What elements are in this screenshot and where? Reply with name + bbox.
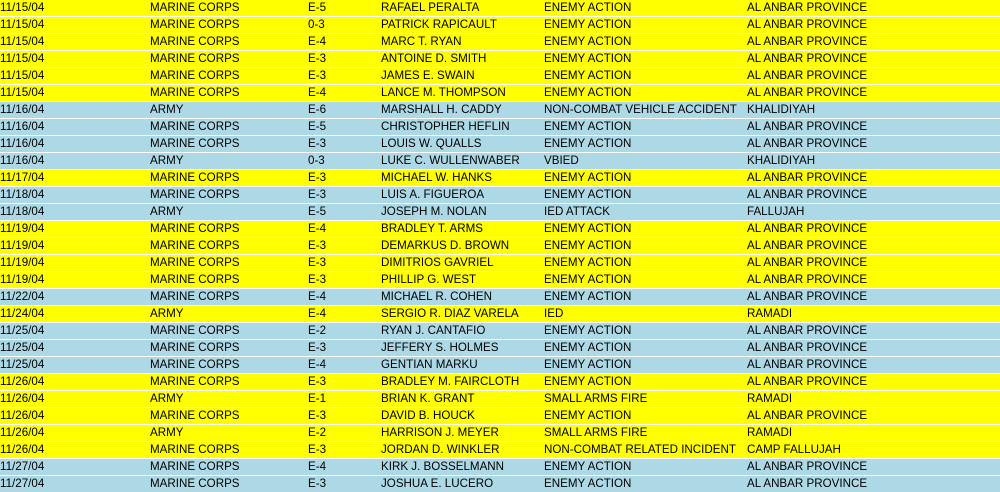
location-cell: AL ANBAR PROVINCE [747,188,868,201]
name-cell: ANTOINE D. SMITH [381,52,487,65]
date-cell: 11/19/04 [0,222,45,235]
location-cell: AL ANBAR PROVINCE [747,52,868,65]
branch-cell: MARINE CORPS [150,341,240,354]
branch-cell: ARMY [150,426,184,439]
name-cell: PATRICK RAPICAULT [381,18,497,31]
rank-cell: E-4 [308,307,327,320]
branch-cell: MARINE CORPS [150,86,240,99]
table-row [0,425,1000,442]
branch-cell: MARINE CORPS [150,188,240,201]
date-cell: 11/27/04 [0,477,45,490]
location-cell: AL ANBAR PROVINCE [747,120,868,133]
date-cell: 11/19/04 [0,256,45,269]
cause-cell: ENEMY ACTION [544,358,632,371]
table-row [0,374,1000,391]
branch-cell: MARINE CORPS [150,358,240,371]
branch-cell: MARINE CORPS [150,375,240,388]
location-cell: AL ANBAR PROVINCE [747,460,868,473]
cause-cell: ENEMY ACTION [544,477,632,490]
cause-cell: NON-COMBAT RELATED INCIDENT [544,443,736,456]
rank-cell: E-3 [308,188,327,201]
cause-cell: ENEMY ACTION [544,69,632,82]
name-cell: JAMES E. SWAIN [381,69,475,82]
cause-cell: IED [544,307,564,320]
date-cell: 11/18/04 [0,205,45,218]
name-cell: MARC T. RYAN [381,35,462,48]
table-row [0,357,1000,374]
rank-cell: E-3 [308,443,327,456]
table-row [0,187,1000,204]
branch-cell: MARINE CORPS [150,273,240,286]
name-cell: DAVID B. HOUCK [381,409,475,422]
rank-cell: E-2 [308,426,327,439]
cause-cell: ENEMY ACTION [544,35,632,48]
table-row [0,289,1000,306]
table-row [0,255,1000,272]
date-cell: 11/25/04 [0,358,45,371]
cause-cell: ENEMY ACTION [544,86,632,99]
table-row [0,85,1000,102]
name-cell: GENTIAN MARKU [381,358,478,371]
location-cell: AL ANBAR PROVINCE [747,69,868,82]
cause-cell: ENEMY ACTION [544,375,632,388]
branch-cell: ARMY [150,392,184,405]
name-cell: LUIS A. FIGUEROA [381,188,485,201]
branch-cell: ARMY [150,307,184,320]
name-cell: DEMARKUS D. BROWN [381,239,510,252]
rank-cell: 0-3 [308,154,325,167]
date-cell: 11/16/04 [0,120,45,133]
branch-cell: MARINE CORPS [150,290,240,303]
cause-cell: IED ATTACK [544,205,610,218]
table-row [0,459,1000,476]
cause-cell: VBIED [544,154,579,167]
cause-cell: ENEMY ACTION [544,188,632,201]
name-cell: RYAN J. CANTAFIO [381,324,486,337]
name-cell: RAFAEL PERALTA [381,1,480,14]
date-cell: 11/18/04 [0,188,45,201]
branch-cell: ARMY [150,154,184,167]
date-cell: 11/17/04 [0,171,45,184]
date-cell: 11/24/04 [0,307,45,320]
location-cell: AL ANBAR PROVINCE [747,35,868,48]
name-cell: HARRISON J. MEYER [381,426,499,439]
location-cell: AL ANBAR PROVINCE [747,256,868,269]
location-cell: AL ANBAR PROVINCE [747,409,868,422]
table-row [0,323,1000,340]
cause-cell: ENEMY ACTION [544,290,632,303]
rank-cell: E-4 [308,86,327,99]
cause-cell: ENEMY ACTION [544,120,632,133]
cause-cell: ENEMY ACTION [544,256,632,269]
rank-cell: E-3 [308,52,327,65]
location-cell: AL ANBAR PROVINCE [747,1,868,14]
rank-cell: E-3 [308,477,327,490]
rank-cell: E-4 [308,290,327,303]
cause-cell: ENEMY ACTION [544,18,632,31]
name-cell: BRADLEY M. FAIRCLOTH [381,375,520,388]
branch-cell: MARINE CORPS [150,171,240,184]
branch-cell: MARINE CORPS [150,137,240,150]
date-cell: 11/15/04 [0,35,45,48]
date-cell: 11/25/04 [0,324,45,337]
name-cell: MICHAEL W. HANKS [381,171,493,184]
cause-cell: ENEMY ACTION [544,341,632,354]
cause-cell: ENEMY ACTION [544,171,632,184]
table-row [0,408,1000,425]
cause-cell: SMALL ARMS FIRE [544,392,648,405]
rank-cell: E-3 [308,69,327,82]
location-cell: AL ANBAR PROVINCE [747,171,868,184]
rank-cell: E-3 [308,341,327,354]
name-cell: SERGIO R. DIAZ VARELA [381,307,519,320]
table-row [0,221,1000,238]
rank-cell: E-5 [308,1,327,14]
cause-cell: ENEMY ACTION [544,1,632,14]
table-row [0,306,1000,323]
rank-cell: E-3 [308,171,327,184]
table-row [0,102,1000,119]
table-row [0,17,1000,34]
date-cell: 11/26/04 [0,426,45,439]
rank-cell: E-3 [308,239,327,252]
branch-cell: MARINE CORPS [150,52,240,65]
table-row [0,391,1000,408]
location-cell: AL ANBAR PROVINCE [747,239,868,252]
location-cell: AL ANBAR PROVINCE [747,86,868,99]
location-cell: AL ANBAR PROVINCE [747,222,868,235]
date-cell: 11/16/04 [0,154,45,167]
branch-cell: MARINE CORPS [150,460,240,473]
location-cell: AL ANBAR PROVINCE [747,290,868,303]
table-row [0,136,1000,153]
location-cell: AL ANBAR PROVINCE [747,324,868,337]
name-cell: JORDAN D. WINKLER [381,443,500,456]
rank-cell: 0-3 [308,18,325,31]
table-row [0,34,1000,51]
location-cell: RAMADI [747,392,793,405]
location-cell: KHALIDIYAH [747,103,816,116]
branch-cell: MARINE CORPS [150,443,240,456]
location-cell: RAMADI [747,307,793,320]
location-cell: AL ANBAR PROVINCE [747,273,868,286]
name-cell: MICHAEL R. COHEN [381,290,493,303]
name-cell: JOSEPH M. NOLAN [381,205,487,218]
rank-cell: E-2 [308,324,327,337]
rank-cell: E-4 [308,35,327,48]
location-cell: AL ANBAR PROVINCE [747,341,868,354]
name-cell: LUKE C. WULLENWABER [381,154,520,167]
rank-cell: E-3 [308,409,327,422]
table-row [0,442,1000,459]
cause-cell: ENEMY ACTION [544,460,632,473]
table-row [0,68,1000,85]
date-cell: 11/25/04 [0,341,45,354]
rank-cell: E-4 [308,358,327,371]
date-cell: 11/26/04 [0,443,45,456]
branch-cell: ARMY [150,103,184,116]
cause-cell: ENEMY ACTION [544,409,632,422]
branch-cell: MARINE CORPS [150,409,240,422]
table-row [0,51,1000,68]
location-cell: KHALIDIYAH [747,154,816,167]
cause-cell: NON-COMBAT VEHICLE ACCIDENT [544,103,737,116]
location-cell: CAMP FALLUJAH [747,443,841,456]
rank-cell: E-3 [308,137,327,150]
rank-cell: E-4 [308,222,327,235]
cause-cell: ENEMY ACTION [544,324,632,337]
rank-cell: E-4 [308,460,327,473]
name-cell: MARSHALL H. CADDY [381,103,502,116]
table-row [0,476,1000,492]
name-cell: BRADLEY T. ARMS [381,222,484,235]
branch-cell: MARINE CORPS [150,222,240,235]
branch-cell: ARMY [150,205,184,218]
location-cell: AL ANBAR PROVINCE [747,375,868,388]
cause-cell: SMALL ARMS FIRE [544,426,648,439]
rank-cell: E-1 [308,392,327,405]
rank-cell: E-3 [308,375,327,388]
cause-cell: ENEMY ACTION [544,137,632,150]
cause-cell: ENEMY ACTION [544,222,632,235]
location-cell: AL ANBAR PROVINCE [747,477,868,490]
branch-cell: MARINE CORPS [150,120,240,133]
date-cell: 11/15/04 [0,86,45,99]
date-cell: 11/26/04 [0,409,45,422]
table-row [0,340,1000,357]
date-cell: 11/19/04 [0,239,45,252]
name-cell: DIMITRIOS GAVRIEL [381,256,494,269]
table-row [0,153,1000,170]
table-row [0,238,1000,255]
branch-cell: MARINE CORPS [150,256,240,269]
name-cell: LOUIS W. QUALLS [381,137,482,150]
rank-cell: E-5 [308,120,327,133]
date-cell: 11/15/04 [0,52,45,65]
date-cell: 11/16/04 [0,103,45,116]
name-cell: PHILLIP G. WEST [381,273,477,286]
name-cell: KIRK J. BOSSELMANN [381,460,505,473]
name-cell: BRIAN K. GRANT [381,392,475,405]
location-cell: RAMADI [747,426,793,439]
location-cell: FALLUJAH [747,205,805,218]
table-row [0,0,1000,17]
date-cell: 11/19/04 [0,273,45,286]
branch-cell: MARINE CORPS [150,1,240,14]
table-row [0,170,1000,187]
name-cell: JEFFERY S. HOLMES [381,341,499,354]
date-cell: 11/26/04 [0,375,45,388]
name-cell: JOSHUA E. LUCERO [381,477,494,490]
date-cell: 11/15/04 [0,18,45,31]
cause-cell: ENEMY ACTION [544,273,632,286]
branch-cell: MARINE CORPS [150,69,240,82]
rank-cell: E-3 [308,256,327,269]
table-row [0,204,1000,221]
location-cell: AL ANBAR PROVINCE [747,358,868,371]
table-row [0,272,1000,289]
date-cell: 11/27/04 [0,460,45,473]
location-cell: AL ANBAR PROVINCE [747,18,868,31]
date-cell: 11/15/04 [0,1,45,14]
name-cell: CHRISTOPHER HEFLIN [381,120,510,133]
date-cell: 11/15/04 [0,69,45,82]
date-cell: 11/22/04 [0,290,45,303]
branch-cell: MARINE CORPS [150,239,240,252]
branch-cell: MARINE CORPS [150,35,240,48]
cause-cell: ENEMY ACTION [544,239,632,252]
rank-cell: E-3 [308,273,327,286]
rank-cell: E-5 [308,205,327,218]
branch-cell: MARINE CORPS [150,18,240,31]
table-row [0,119,1000,136]
location-cell: AL ANBAR PROVINCE [747,137,868,150]
branch-cell: MARINE CORPS [150,324,240,337]
rank-cell: E-6 [308,103,327,116]
cause-cell: ENEMY ACTION [544,52,632,65]
name-cell: LANCE M. THOMPSON [381,86,506,99]
date-cell: 11/26/04 [0,392,45,405]
branch-cell: MARINE CORPS [150,477,240,490]
date-cell: 11/16/04 [0,137,45,150]
